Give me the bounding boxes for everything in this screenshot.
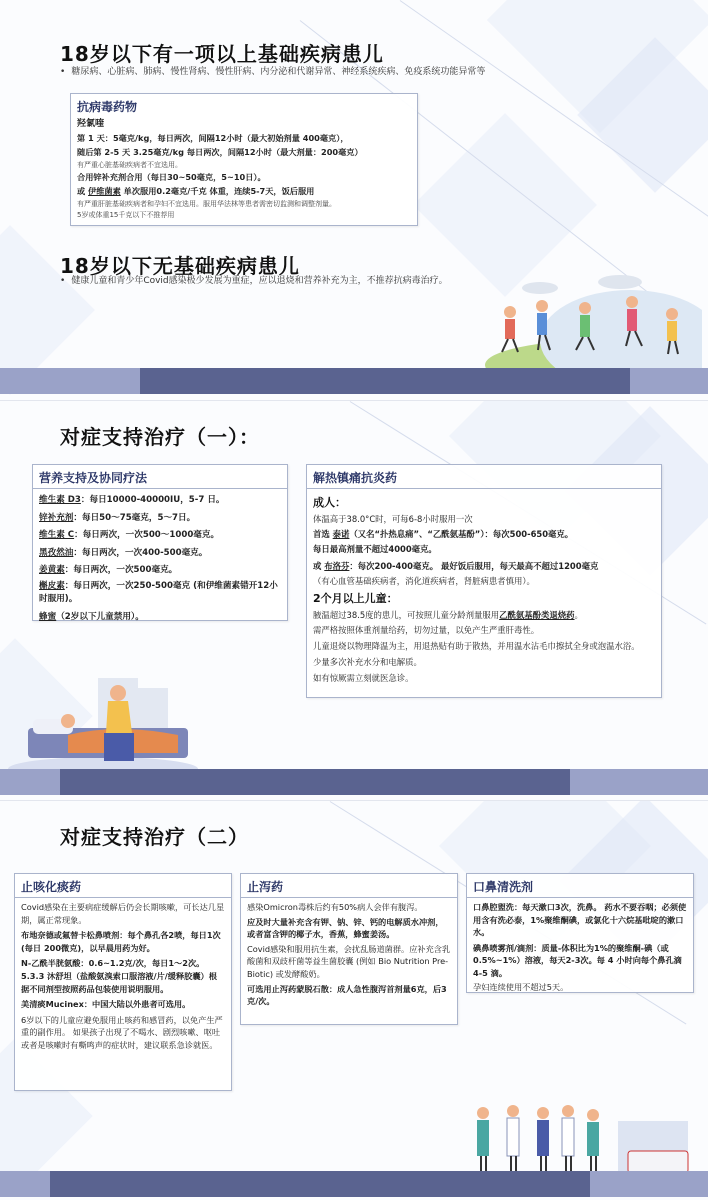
antiviral-box <box>70 93 418 226</box>
zinc-combo: 合用锌补充剂合用（每日30~50毫克，5~10日）。 <box>77 172 266 182</box>
cough-paragraph: 布地奈德或氟替卡松鼻喷剂：每个鼻孔各2喷，每日1次(每日 200微克)，以早晨用药为好。 <box>21 930 221 953</box>
hcq-dose-day2-5: 随后第 2-5 天 3.25毫克/kg 每日两次，间隔12小时（最大剂量：200毫克） <box>77 147 363 157</box>
symptomatic-2-title: 对症支持治疗（二） <box>60 825 249 849</box>
mouth-nose-box <box>466 873 694 993</box>
slide-underlying-conditions <box>0 0 708 400</box>
hcq-note: 有严重心脏基础疾病者不宜选用。 <box>77 161 182 169</box>
child-line: 少量多次补充水分和电解质。 <box>313 657 422 667</box>
ivermectin-note: 有严重肝脏基础疾病者和孕妇不宜选用。服用华法林等患者需密切监测和调整剂量。 <box>77 200 336 208</box>
adult-line: （有心血管基础疾病者，消化道疾病者，肾脏病患者慎用）。 <box>313 576 535 586</box>
adult-line: 体温高于38.0°C时，可每6-8小时服用一次 <box>313 514 473 524</box>
drug-hcq: 羟氯喹 <box>77 119 105 129</box>
cough-paragraph: 6岁以下的儿童应避免服用止咳药和感冒药，以免产生严重的副作用。 如果孩子出现了不喝水、剧烈咳嗽、呕吐或者是咳嗽时有嘶鸣声的症状时，建议联系急诊就医。 <box>21 1014 223 1050</box>
nutrition-item: 姜黄素：每日两次，一次500毫克。 <box>39 565 178 575</box>
child-line: 儿童退烧以物理降温为主，用退热贴有助于散热，并用温水沾毛巾擦拭全身或泡温水浴。 <box>313 641 640 651</box>
nutrition-item: 维生素 C：每日两次，一次500～1000毫克。 <box>39 530 220 540</box>
mouth-nose-paragraph: 孕妇连续使用不超过5天。 <box>473 981 569 992</box>
nutrition-heading: 营养支持及协同疗法 <box>33 465 287 489</box>
nutrition-item: 黑孜然油：每日两次，一次400-500毫克。 <box>39 547 208 558</box>
title-without-conditions: 18岁以下无基础疾病患儿 <box>60 254 300 278</box>
ivermectin-age-note: 5岁或体重15千克以下不推荐用 <box>77 211 175 219</box>
mouth-nose-paragraph: 口鼻腔盥洗：每天漱口3次，洗鼻。 药水不要吞咽；必须使用含有洗必泰，1%聚维酮碘，或氯化十六烷基吡啶的漱口水。 <box>473 902 687 938</box>
slide-symptomatic-2 <box>0 800 708 1200</box>
adult-line: 首选 泰诺（又名“扑热息痛”、“乙酰氨基酚”）：每次500-650毫克。 <box>313 529 574 539</box>
adult-subtitle: 成人： <box>313 496 346 509</box>
slide-symptomatic-1 <box>0 400 708 800</box>
diarrhea-paragraph: 可选用止泻药蒙脱石散：成人急性腹泻首剂量6克，后3克/次。 <box>247 983 447 1007</box>
diarrhea-box <box>240 873 458 1025</box>
mouth-nose-heading: 口鼻清洗剂 <box>467 874 693 898</box>
child-subtitle: 2个月以上儿童： <box>313 592 398 605</box>
cough-paragraph: N-乙酰半胱氨酸：0.6~1.2克/次，每日1～2次。 5.3.3 沐舒坦（盐酸氨溴索口服溶液/片/缓释胶囊）根据不同剂型按照药品包装使用说明服用。 <box>21 958 217 994</box>
healthy-children-note: • 健康儿童和青少年Covid感染极少发展为重症，应以退烧和营养补充为主，不推荐抗病毒治疗。 <box>60 275 660 288</box>
nutrition-item: 蜂蜜（2岁以下儿童禁用）。 <box>39 611 144 622</box>
antipyretic-box <box>306 464 662 698</box>
mouth-nose-paragraph: 碘鼻喷雾剂/滴剂：质量-体积比为1%的聚维酮-碘（或0.5%~1%）溶液，每天2-3次。每 4 小时向每个鼻孔滴4-5 滴。 <box>473 942 682 978</box>
antipyretic-heading: 解热镇痛抗炎药 <box>307 465 661 489</box>
child-line: 如有惊厥需立刻就医急诊。 <box>313 673 414 683</box>
adult-line: 每日最高剂量不超过4000毫克。 <box>313 544 437 554</box>
diarrhea-paragraph: 应及时大量补充含有钾、钠、锌、钙的电解质水冲剂，或者富含钾的椰子水，香蕉，蜂蜜姜汤。 <box>247 916 444 940</box>
child-line: 腋温超过38.5度的患儿，可按照儿童分龄剂量服用乙酰氨基酚类退烧药。 <box>313 610 583 620</box>
nutrition-box <box>32 464 288 621</box>
conditions-list: • 糖尿病、心脏病、肺病、慢性肾病、慢性肝病、内分泌和代谢异常、神经系统疾病、免疫系统功能异常等 <box>60 66 680 79</box>
diarrhea-paragraph: Covid感染和服用抗生素，会扰乱肠道菌群。应补充含乳酸菌和双歧杆菌等益生菌胶囊 (例如 Bio Nutrition Pre-Biotic) 或发酵酸奶。 <box>247 943 451 979</box>
ivermectin-line: 或 伊维菌素 单次服用0.2毫克/千克 体重，连续5-7天，饭后服用 <box>77 186 315 196</box>
nutrition-item: 槲皮素：每日两次，一次250-500毫克 (和伊维菌素错开12小时服用)。 <box>39 580 278 604</box>
cough-heading: 止咳化痰药 <box>15 874 231 898</box>
caregiver-illustration <box>8 673 208 783</box>
title-with-conditions: 18岁以下有一项以上基础疾病患儿 <box>60 42 384 66</box>
diarrhea-paragraph: 感染Omicron毒株后约有50%病人会伴有腹泻。 <box>247 902 423 912</box>
hcq-dose-day1: 第 1 天：5毫克/kg，每日两次，间隔12小时（最大初始剂量 400毫克）， <box>77 133 349 143</box>
adult-line: 或 布洛芬：每次200-400毫克。 最好饭后服用，每天最高不超过1200毫克 <box>313 561 599 571</box>
cough-box <box>14 873 232 1091</box>
nutrition-item: 锌补充剂：每日50～75毫克，5～7日。 <box>39 512 196 523</box>
symptomatic-1-title: 对症支持治疗（一）： <box>60 425 260 449</box>
cough-paragraph: Covid感染在主要病症缓解后仍会长期咳嗽，可长达几星期，属正常现象。 <box>21 902 225 925</box>
child-line: 需严格按照体重剂量给药，切勿过量，以免产生严重肝毒性。 <box>313 625 540 635</box>
diarrhea-heading: 止泻药 <box>241 874 457 898</box>
kids-playing-illustration <box>480 270 702 382</box>
antiviral-heading: 抗病毒药物 <box>77 100 138 114</box>
cough-paragraph: 美清痰Mucinex：中国大陆以外患者可选用。 <box>21 999 191 1010</box>
nutrition-item: 维生素 D3：每日10000-40000IU，5-7 日。 <box>39 495 225 505</box>
